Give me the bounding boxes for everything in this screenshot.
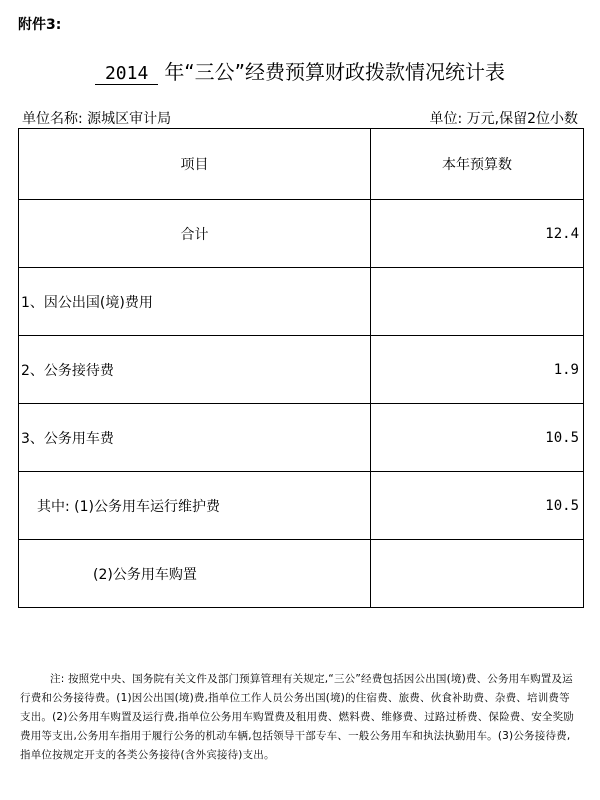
- table-row: [19, 268, 584, 336]
- row-value-vehicle-purchase: [371, 540, 584, 608]
- table-row: [19, 472, 584, 540]
- page-title: [0, 56, 600, 85]
- table-row: [19, 200, 584, 268]
- table-row: [19, 336, 584, 404]
- row-value-total: 12.4: [371, 200, 584, 268]
- unit-name: 单位名称: 源城区审计局: [22, 111, 172, 127]
- header-item: 项目: [19, 129, 371, 200]
- row-label-vehicle-maintenance: 其中: (1)公务用车运行维护费: [19, 472, 371, 540]
- row-label-vehicle: 3、公务用车费: [19, 404, 371, 472]
- header-budget: 本年预算数: [371, 129, 584, 200]
- row-value-vehicle: 10.5: [371, 404, 584, 472]
- unit-note: 单位: 万元,保留2位小数: [429, 111, 578, 127]
- row-value-vehicle-maintenance: 10.5: [371, 472, 584, 540]
- row-label-overseas: 1、因公出国(境)费用: [19, 268, 371, 336]
- title-text: 年“三公”经费预算财政拨款情况统计表: [164, 60, 506, 84]
- table-header-row: [19, 129, 584, 200]
- row-label-vehicle-purchase: (2)公务用车购置: [19, 540, 371, 608]
- row-value-reception: 1.9: [371, 336, 584, 404]
- title-year: 2014: [95, 63, 158, 85]
- budget-table: [18, 128, 584, 608]
- row-value-overseas: [371, 268, 584, 336]
- table-row: [19, 404, 584, 472]
- row-label-total: 合计: [19, 200, 371, 268]
- attachment-label: 附件3:: [18, 17, 62, 33]
- footnote: 注: 按照党中央、国务院有关文件及部门预算管理有关规定,“三公”经费包括因公出国(境)费、公务用车购置及运行费和公务接待费。(1)因公出国(境)费,指单位工作人员公务出国(境)的住宿费、旅费、伙食补助费、杂费、培训费等支出。(2)公务用车购置及运行费,指单位公务用车购置费及租用费、燃料费、维修费、过路过桥费、保险费、安全奖励费用等支出,公务用车指用于履行公务的机动车辆,包括领导干部专车、一般公务用车和执法执勤用车。(3)公务接待费,指单位按规定开支的各类公务接待(含外宾接待)支出。: [20, 673, 575, 761]
- table-row: [19, 540, 584, 608]
- row-label-reception: 2、公务接待费: [19, 336, 371, 404]
